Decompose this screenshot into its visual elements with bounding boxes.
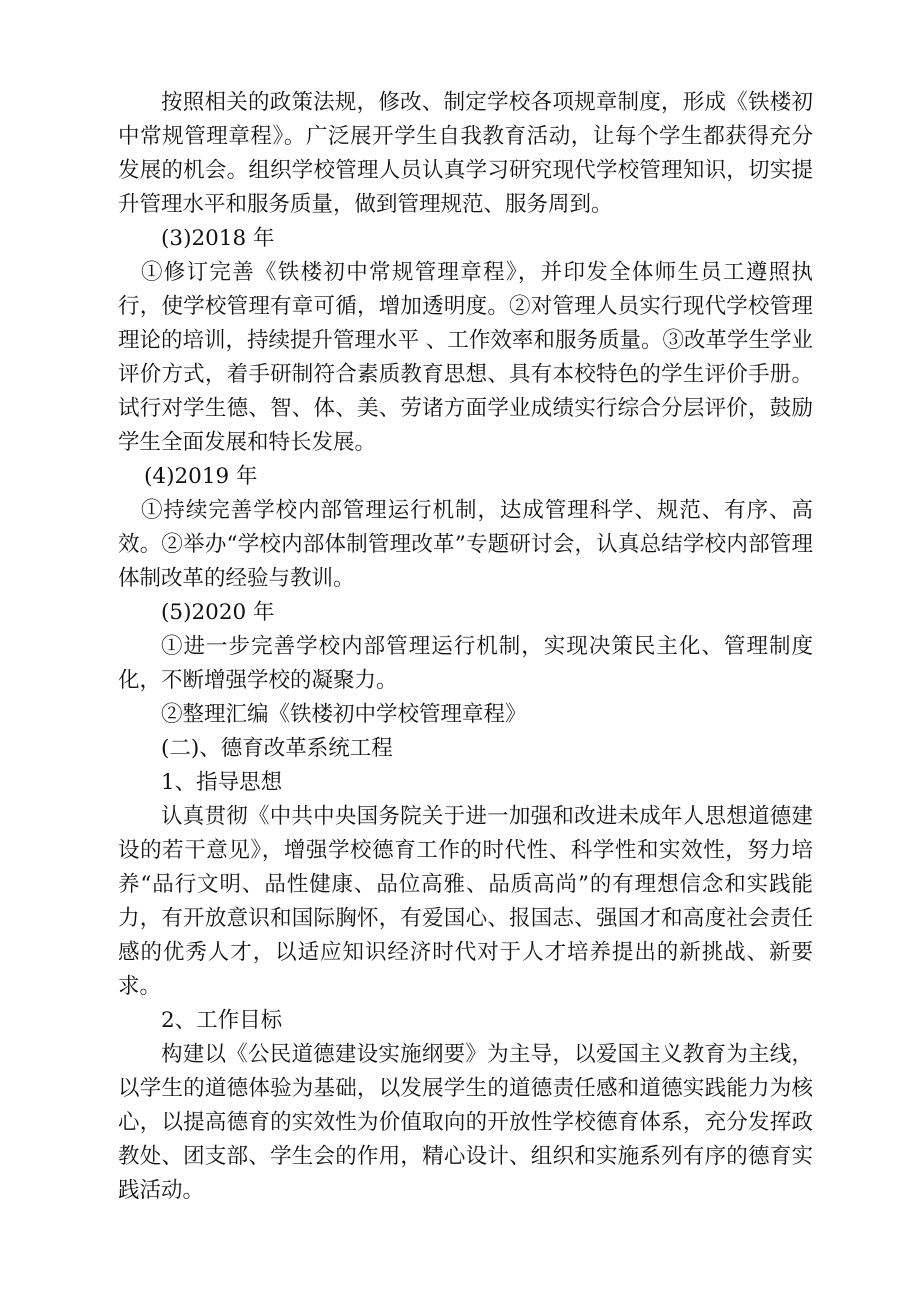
paragraph-2018-plan: ①修订完善《铁楼初中常规管理章程》，并印发全体师生员工遵照执行，使学校管理有章可循，增加透明度。②对管理人员实行现代学校管理理论的培训，持续提升管理水平 、工作效率和服务质量。③改革学生学业评价方式，着手研制符合素质教育思想、具有本校特色的学生评价手册。试行对学生德、智、体、美、劳诸方面学业成绩实行综合分层评价，鼓励学生全面发展和特长发展。 [118,260,813,455]
heading-guiding-ideology: 1、指导思想 [161,770,283,795]
paragraph-2019-plan: ①持续完善学校内部管理运行机制，达成管理科学、规范、有序、高效。②举办“学校内部体制管理改革”专题研讨会，认真总结学校内部管理体制改革的经验与教训。 [118,498,813,591]
heading-moral-education-reform: (二)、德育改革系统工程 [161,736,393,761]
document-page [118,86,813,1208]
paragraph-2020-plan-2: ②整理汇编《铁楼初中学校管理章程》 [161,702,527,727]
paragraph-2020-plan-1: ①进一步完善学校内部管理运行机制，实现决策民主化、管理制度化，不断增强学校的凝聚力。 [118,634,813,693]
paragraph-management-regulations: 按照相关的政策法规，修改、制定学校各项规章制度，形成《铁楼初中常规管理章程》。广泛展开学生自我教育活动，让每个学生都获得充分发展的机会。组织学校管理人员认真学习研究现代学校管理知识，切实提升管理水平和服务质量，做到管理规范、服务周到。 [118,90,813,217]
heading-work-goals: 2、工作目标 [161,1008,283,1033]
heading-2018: (3)2018 年 [161,226,275,251]
heading-2019: (4)2019 年 [144,464,258,489]
paragraph-guiding-ideology: 认真贯彻《中共中央国务院关于进一加强和改进未成年人思想道德建设的若干意见》，增强学校德育工作的时代性、科学性和实效性，努力培养“品行文明、品性健康、品位高雅、品质高尚”的有理想信念和实践能力，有开放意识和国际胸怀，有爱国心、报国志、强国才和高度社会责任感的优秀人才，以适应知识经济时代对于人才培养提出的新挑战、新要求。 [118,804,813,999]
heading-2020: (5)2020 年 [161,600,275,625]
paragraph-work-goals: 构建以《公民道德建设实施纲要》为主导，以爱国主义教育为主线，以学生的道德体验为基础，以发展学生的道德责任感和道德实践能力为核心，以提高德育的实效性为价值取向的开放性学校德育体系，充分发挥政教处、团支部、学生会的作用，精心设计、组织和实施系列有序的德育实践活动。 [118,1042,813,1203]
